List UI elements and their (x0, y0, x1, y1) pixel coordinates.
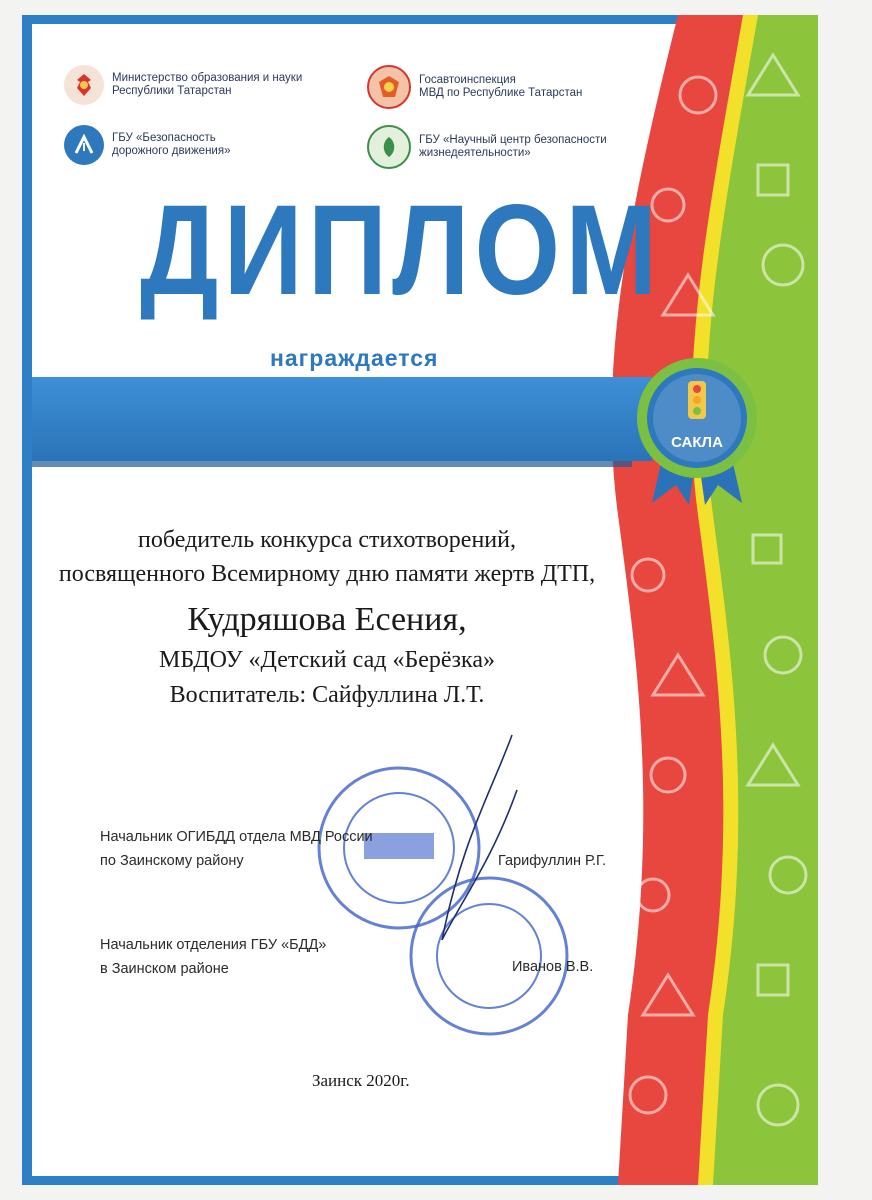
signature1-name: Гарифуллин Р.Г. (498, 853, 607, 869)
gbu-bdd-line1: ГБУ «Безопасность (112, 132, 216, 144)
logo-gbu-bdd (64, 125, 230, 165)
ribbon-shadow (32, 461, 632, 467)
award-line2: посвященного Всемирному дню памяти жертв ДТП, (58, 561, 596, 587)
road-emblem-icon (64, 125, 104, 165)
badge-label: САКЛА (671, 434, 723, 451)
diploma-title: ДИПЛОМ (140, 179, 663, 322)
ministry-line2: Республики Татарстан (112, 85, 232, 97)
awardee-org: МБДОУ «Детский сад «Берёзка» (159, 647, 495, 673)
signature2-name: Иванов В.В. (512, 959, 594, 975)
sakla-badge (634, 355, 760, 505)
signature2-position-line1: Начальник отделения ГБУ «БДД» (100, 937, 327, 953)
gbu-ncbzh-line1: ГБУ «Научный центр безопасности (419, 134, 607, 146)
leaf-emblem-icon (367, 125, 411, 169)
place-date: Заинск 2020г. (312, 1071, 410, 1090)
awardee-name: Кудряшова Есения, (187, 601, 467, 638)
signature1-position-line1: Начальник ОГИБДД отдела МВД России (100, 829, 373, 845)
blue-ribbon-band (32, 377, 652, 461)
logo-gai (367, 65, 582, 109)
gbu-ncbzh-line2: жизнедеятельности» (419, 147, 531, 159)
gai-emblem-icon (367, 65, 411, 109)
frame-left-border (22, 15, 32, 1185)
gai-line1: Госавтоинспекция (419, 74, 516, 86)
logo-ministry (64, 65, 302, 105)
gai-line2: МВД по Республике Татарстан (419, 87, 583, 99)
signature2-position-line2: в Заинском районе (100, 961, 229, 977)
diploma-sheet (22, 15, 818, 1185)
eagle-emblem-icon (64, 65, 104, 105)
gbu-bdd-line2: дорожного движения» (112, 145, 231, 157)
award-line1: победитель конкурса стихотворений, (138, 527, 516, 553)
handwritten-signature (422, 730, 532, 950)
diploma-subtitle: награждается (270, 345, 439, 371)
signature1-position-line2: по Заинскому району (100, 853, 244, 869)
ministry-line1: Министерство образования и науки (112, 72, 303, 84)
logo-gbu-ncbzh (367, 125, 607, 169)
awardee-teacher: Воспитатель: Сайфуллина Л.Т. (169, 682, 485, 708)
